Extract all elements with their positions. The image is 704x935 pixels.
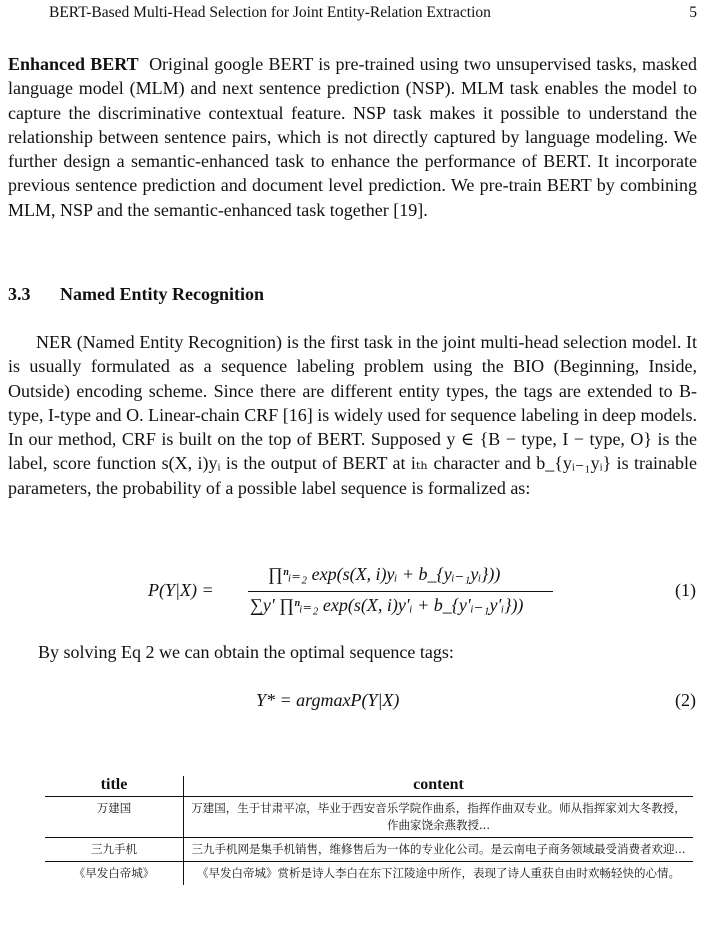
table-row — [45, 797, 693, 838]
table-cell-title: 三九手机 — [45, 838, 184, 862]
section-heading — [8, 284, 264, 305]
table-header-row — [45, 776, 693, 797]
equation-1-denominator: ∑y′ ∏ⁿᵢ₌₂ exp(s(X, i)y′ᵢ + b_{y′ᵢ₋₁y′ᵢ})) — [250, 595, 524, 615]
table-cell-title: 万建国 — [45, 797, 184, 838]
equation-1-number: (1) — [675, 580, 696, 600]
example-table — [45, 776, 693, 885]
section-number: 3.3 — [8, 284, 31, 304]
table-cell-title: 《早发白帝城》 — [45, 862, 184, 886]
running-header — [49, 4, 697, 22]
paragraph-text: Original google BERT is pre-trained using two unsupervised tasks, masked language model (MLM) and next sentence prediction (NSP). MLM task enables the model to capture the discriminative contextual feature. NSP task makes it possible to understand the relationship between sentence pairs, which is not directly captured by language modeling. We further design a semantic-enhanced task to enhance the performance of BERT. It incorporate previous sentence prediction and document level prediction. We pre-train BERT by combining MLM, NSP and the semantic-enhanced task together [19]. — [8, 54, 697, 220]
equation-2-number: (2) — [675, 690, 696, 710]
table-cell-content: 万建国，生于甘肃平凉，毕业于西安音乐学院作曲系，指挥作曲双专业。师从指挥家刘大冬教授，作曲家饶余燕教授... — [184, 797, 694, 838]
paragraph-ner: NER (Named Entity Recognition) is the first task in the joint multi-head selection model. It is usually formulated as a sequence labeling problem using the BIO (Beginning, Inside, Outside) encoding scheme. Since there are different entity types, the tags are extended to B-type, I-type and O. Linear-chain CRF [16] is widely used for sequence labeling in deep models. In our method, CRF is built on the top of BERT. Supposed y ∈ {B − type, I − type, O} is the label, score function s(X, i)yᵢ is the output of BERT at iₜₕ character and b_{yᵢ₋₁yᵢ} is trainable parameters, the probability of a possible label sequence is formalized as: — [8, 332, 697, 498]
table-header-title: title — [45, 776, 184, 797]
section-title: Named Entity Recognition — [60, 284, 264, 304]
table-cell-content: 三九手机网是集手机销售，维修售后为一体的专业化公司。是云南电子商务领域最受消费者欢迎... — [184, 838, 694, 862]
table-cell-content: 《早发白帝城》赏析是诗人李白在东下江陵途中所作，表现了诗人重获自由时欢畅轻快的心情。 — [197, 866, 680, 880]
page-number: 5 — [689, 4, 697, 21]
equation-1-numerator: ∏ⁿᵢ₌₂ exp(s(X, i)yᵢ + b_{yᵢ₋₁yᵢ})) — [268, 564, 501, 584]
fraction-bar — [248, 591, 553, 592]
running-title: BERT-Based Multi-Head Selection for Joint Entity-Relation Extraction — [49, 4, 491, 21]
paragraph-enhanced-bert — [8, 52, 697, 222]
table-row — [45, 838, 693, 862]
equation-1-lhs: P(Y|X) = — [148, 580, 214, 600]
equation-1 — [0, 564, 704, 624]
paragraph-lead: Enhanced BERT — [8, 54, 139, 74]
paragraph-solving: By solving Eq 2 we can obtain the optimal sequence tags: — [38, 642, 454, 662]
equation-2-expression: Y* = argmaxP(Y|X) — [256, 690, 400, 710]
table-header-content: content — [184, 776, 694, 797]
table-row — [45, 862, 693, 886]
